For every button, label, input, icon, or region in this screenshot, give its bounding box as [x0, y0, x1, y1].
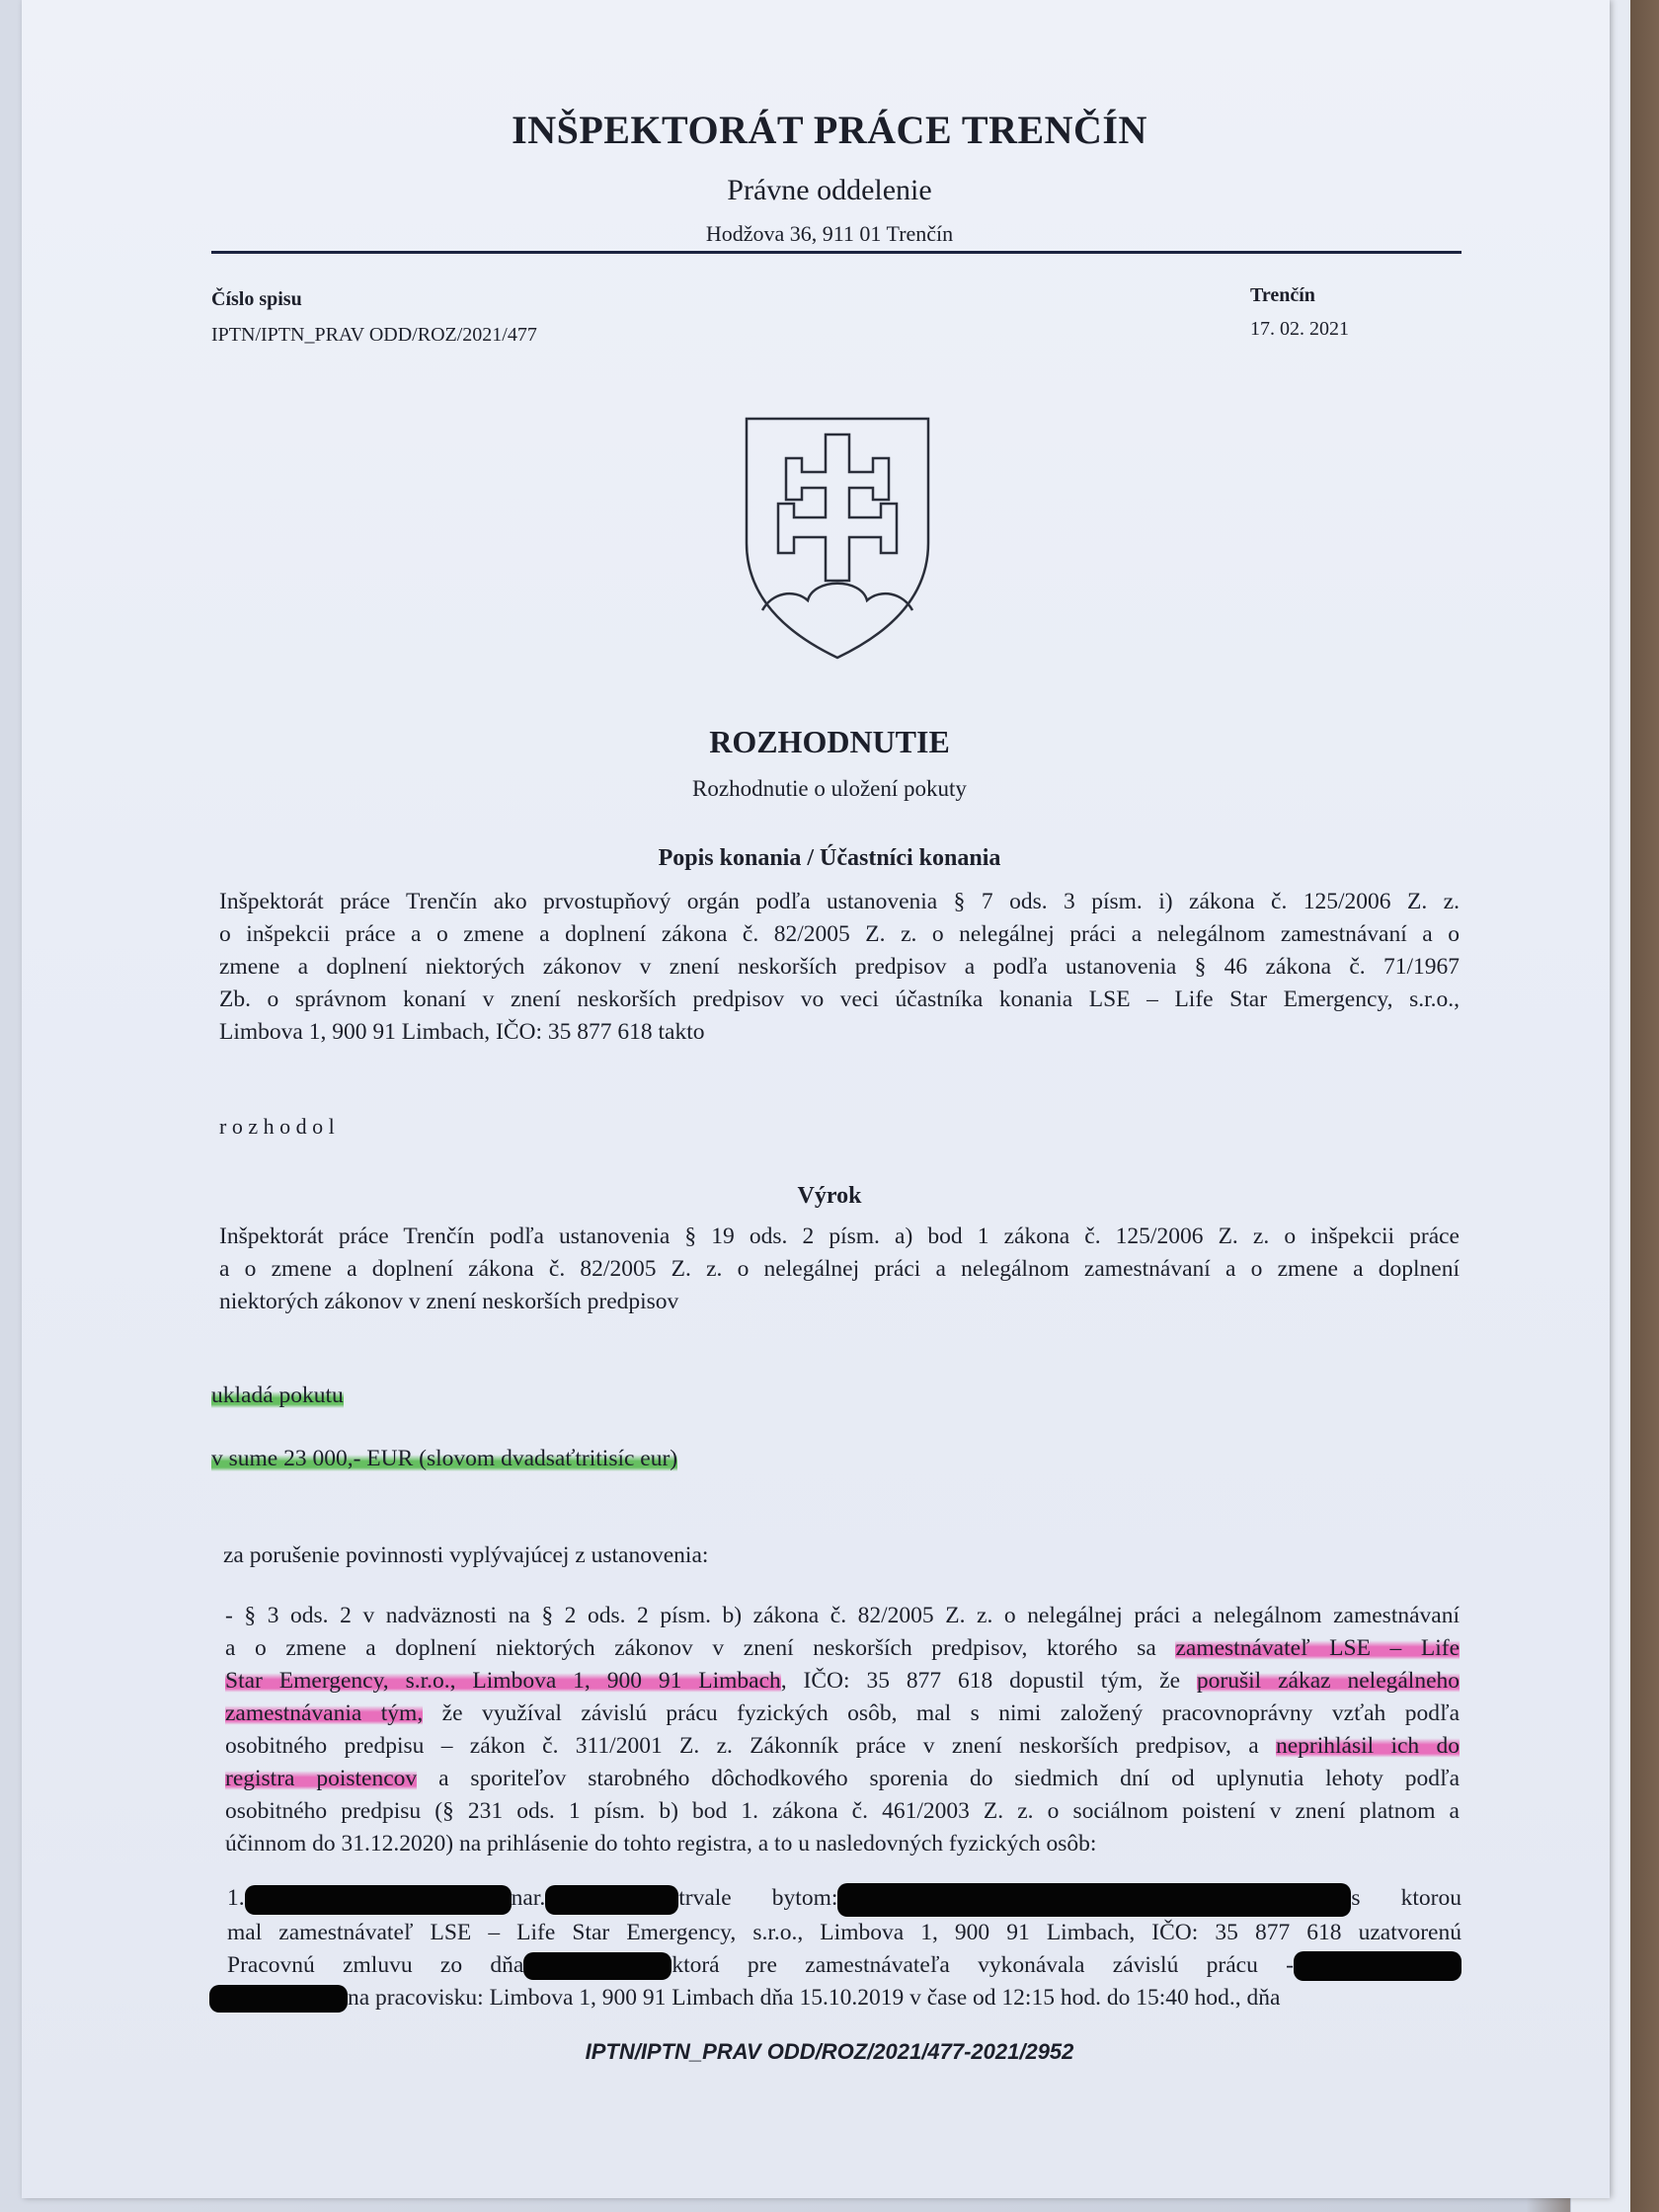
- fine-amount: [211, 1446, 677, 1472]
- institution-address: Hodžova 36, 911 01 Trenčín: [705, 221, 954, 246]
- text-line: a o zmene a doplnení zákona č. 82/2005 Z. z. o nelegálnej práci a nelegálnom zamestnávaní a o zmene a doplnení: [219, 1256, 1460, 1282]
- text-line: zmene a doplnení niektorých zákonov v znení neskorších predpisov a podľa ustanovenia § 46 zákona č. 71/1967: [219, 954, 1460, 980]
- fine-amount-text: v sume 23 000,- EUR (slovom dvadsaťtritisíc eur): [211, 1446, 678, 1471]
- file-number: IPTN/IPTN_PRAV ODD/ROZ/2021/477: [211, 324, 537, 346]
- institution-title: INŠPEKTORÁT PRÁCE TRENČÍN: [512, 108, 1147, 152]
- department-name: Právne oddelenie: [727, 174, 932, 206]
- text-line: - § 3 ods. 2 v nadväznosti na § 2 ods. 2 písm. b) zákona č. 82/2005 Z. z. o nelegálnej práci a nelegálnom zamestnávaní: [225, 1603, 1460, 1628]
- decision-title: ROZHODNUTIE: [709, 724, 950, 759]
- text-segment: osobitného predpisu – zákon č. 311/2001 Z. z. Zákonník práce v znení neskorších predpisov, a: [225, 1733, 1259, 1759]
- text-segment: na pracovisku: Limbova 1, 900 91 Limbach dňa 15.10.2019 v čase od 12:15 hod. do 15:40 hod., dňa: [348, 1984, 1281, 2011]
- decided-statement: r o z h o d o l: [219, 1114, 335, 1139]
- redacted-contract-date: [523, 1952, 672, 1980]
- text-line: Limbova 1, 900 91 Limbach, IČO: 35 877 618 takto: [219, 1019, 705, 1045]
- text-line: Inšpektorát práce Trenčín ako prvostupňový orgán podľa ustanovenia § 7 ods. 3 písm. i) zákona č. 125/2006 Z. z.: [219, 889, 1460, 914]
- text-line: [209, 1982, 1462, 2014]
- violation-intro: za porušenie povinnosti vyplývajúcej z ustanovenia:: [223, 1542, 709, 1568]
- document-reference: IPTN/IPTN_PRAV ODD/ROZ/2021/477-2021/2952: [585, 2039, 1074, 2064]
- text-line: Inšpektorát práce Trenčín podľa ustanovenia § 19 ods. 2 písm. a) bod 1 zákona č. 125/2006 Z. z. o inšpekcii práce: [219, 1224, 1460, 1249]
- verdict-heading: Výrok: [797, 1183, 862, 1209]
- person-details: [227, 1882, 1462, 2014]
- file-number-label: Číslo spisu: [211, 288, 302, 310]
- text-segment: že využíval závislú prácu fyzických osôb, mal s nimi založený pracovnoprávny vzťah podľa: [423, 1700, 1460, 1726]
- verdict-text: [219, 1221, 1460, 1318]
- highlighted-employer: zamestnávateľ LSE – Life: [1175, 1635, 1461, 1661]
- text-line: [225, 1730, 1460, 1763]
- text-line: [225, 1698, 1460, 1730]
- residence-label: trvale bytom:: [678, 1885, 838, 1911]
- text-line: [227, 1949, 1462, 1982]
- redacted-birthdate: [545, 1885, 678, 1915]
- text-line: osobitného predpisu (§ 231 ods. 1 písm. b) bod 1. zákona č. 461/2003 Z. z. o sociálnom poistení v znení platnom a: [225, 1798, 1460, 1824]
- highlighted-violation: porušil zákaz nelegálneho: [1196, 1668, 1461, 1694]
- text-line: [227, 1882, 1462, 1917]
- text-segment: Pracovnú zmluvu zo dňa: [227, 1951, 524, 1978]
- header-divider: [211, 251, 1462, 254]
- text-segment: ktorá pre zamestnávateľa vykonávala závislú prácu -: [672, 1951, 1294, 1978]
- redacted-name: [245, 1885, 512, 1915]
- document-date: 17. 02. 2021: [1250, 318, 1349, 340]
- place-label: Trenčín: [1250, 284, 1315, 306]
- text-line: o inšpekcii práce a o zmene a doplnení zákona č. 82/2005 Z. z. o nelegálnej práci a nelegálnom zamestnávaní a o: [219, 921, 1460, 947]
- redacted-job-cont: [209, 1985, 348, 2013]
- highlighted-employer-address: Star Emergency, s.r.o., Limbova 1, 900 91 Limbach: [225, 1668, 781, 1694]
- decision-subtitle: Rozhodnutie o uložení pokuty: [692, 776, 967, 801]
- slovak-coat-of-arms-icon: [743, 415, 932, 662]
- text-segment: , IČO: 35 877 618 dopustil tým, že: [780, 1668, 1181, 1694]
- text-segment: a o zmene a doplnení niektorých zákonov v znení neskorších predpisov, ktorého sa: [225, 1635, 1156, 1661]
- text-segment: a sporiteľov starobného dôchodkového sporenia do siedmich dní od uplynutia lehoty podľa: [417, 1766, 1460, 1791]
- redacted-job: [1294, 1951, 1462, 1981]
- fine-label: [211, 1382, 344, 1409]
- person-number: 1.: [227, 1885, 245, 1911]
- text-line: [225, 1665, 1460, 1698]
- text-segment: s ktorou: [1351, 1885, 1462, 1911]
- text-line: účinnom do 31.12.2020) na prihlásenie do tohto registra, a to u nasledovných fyzických osôb:: [225, 1831, 1097, 1856]
- highlighted-registration: neprihlásil ich do: [1275, 1733, 1460, 1759]
- text-line: [225, 1632, 1460, 1665]
- proceedings-description: [219, 886, 1460, 1049]
- violation-description: [225, 1600, 1460, 1860]
- redacted-address: [837, 1883, 1351, 1917]
- birth-label: nar.: [511, 1885, 546, 1911]
- text-line: [225, 1763, 1460, 1795]
- fine-label-text: ukladá pokutu: [211, 1382, 344, 1408]
- text-line: niektorých zákonov v znení neskorších predpisov: [219, 1289, 679, 1314]
- highlighted-violation-cont: zamestnávania tým,: [225, 1700, 424, 1726]
- text-line: mal zamestnávateľ LSE – Life Star Emergency, s.r.o., Limbova 1, 900 91 Limbach, IČO: 35 877 618 uzatvorenú: [227, 1919, 1462, 1945]
- text-line: Zb. o správnom konaní v znení neskorších predpisov vo veci účastníka konania LSE – Life Star Emergency, s.r.o.,: [219, 987, 1460, 1012]
- highlighted-registry: registra poistencov: [225, 1766, 418, 1791]
- section-heading-parties: Popis konania / Účastníci konania: [658, 845, 1001, 871]
